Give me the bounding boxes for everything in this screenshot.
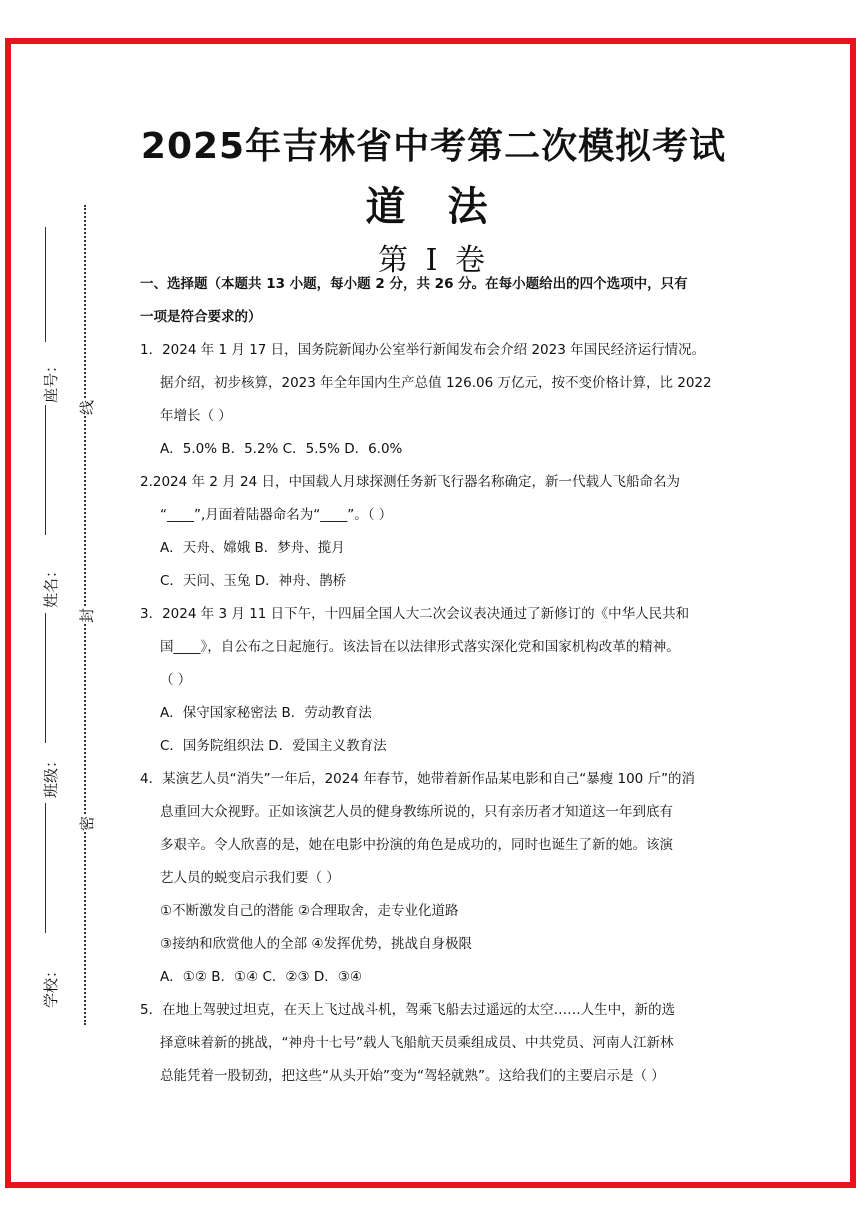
q1-line1: 1．2024 年 1 月 17 日，国务院新闻办公室举行新闻发布会介绍 2023 年国民经济运行情况。 — [140, 342, 706, 358]
exam-title: 2025年吉林省中考第二次模拟考试 — [140, 126, 727, 167]
q1-line2: 据介绍，初步核算，2023 年全年国内生产总值 126.06 万亿元，按不变价格计算，比 2022 — [160, 375, 712, 391]
q4-line3: 多艰辛。令人欣喜的是，她在电影中扮演的角色是成功的，同时也诞生了新的她。该演 — [160, 837, 673, 853]
q4-line4: 艺人员的蜕变启示我们要（ ） — [160, 870, 340, 886]
q4-line2: 息重回大众视野。正如该演艺人员的健身教练所说的，只有亲历者才知道这一年到底有 — [160, 804, 673, 820]
q5-line1: 5．在地上驾驶过坦克，在天上飞过战斗机，驾乘飞船去过遥远的太空……人生中，新的选 — [140, 1002, 676, 1018]
question-content — [140, 268, 740, 1093]
name-label: 姓名： — [42, 562, 61, 609]
q4-options: A．①② B．①④ C．②③ D．③④ — [160, 969, 363, 985]
q3-options-ab: A．保守国家秘密法 B．劳动教育法 — [160, 705, 372, 721]
subject-title: 道 法 — [365, 184, 502, 230]
seat-line — [45, 227, 46, 342]
q3-line1: 3．2024 年 3 月 11 日下午，十四届全国人大二次会议表决通过了新修订的《中华人民共和 — [140, 606, 690, 622]
seat-label: 座号： — [42, 357, 61, 404]
q3-line2: 国____》，自公布之日起施行。该法旨在以法律形式落实深化党和国家机构改革的精神。 — [160, 639, 680, 655]
school-label: 学校： — [42, 962, 61, 1009]
q5-line2: 择意味着新的挑战，“神舟十七号”载人飞船航天员乘组成员、中共党员、河南人江新林 — [160, 1035, 674, 1051]
class-line-top — [45, 613, 46, 743]
binding-word-secret: 密 — [78, 815, 97, 832]
section-heading-line2: 一项是符合要求的） — [140, 309, 262, 325]
class-label: 班级： — [42, 752, 61, 799]
binding-word-line: 线 — [78, 399, 97, 416]
q2-line1: 2.2024 年 2 月 24 日，中国载人月球探测任务新飞行器名称确定，新一代载人飞船命名为 — [140, 474, 680, 490]
q4-line1: 4．某演艺人员“消失”一年后，2024 年春节，她带着新作品某电影和自己“暴瘦 100 斤”的消 — [140, 771, 696, 787]
name-line — [45, 405, 46, 535]
q3-line3: （ ） — [160, 672, 192, 688]
q2-options-ab: A．天舟、嫦娥 B．梦舟、揽月 — [160, 540, 345, 556]
school-line-top — [45, 803, 46, 933]
q4-statements-34: ③接纳和欣赏他人的全部 ④发挥优势，挑战自身极限 — [160, 936, 472, 952]
q4-statements-12: ①不断激发自己的潜能 ②合理取舍，走专业化道路 — [160, 903, 459, 919]
binding-word-seal: 封 — [78, 607, 97, 624]
q2-options-cd: C．天问、玉兔 D．神舟、鹊桥 — [160, 573, 347, 589]
q5-line3: 总能凭着一股韧劲，把这些“从头开始”变为“驾轻就熟”。这给我们的主要启示是（ ） — [160, 1068, 665, 1084]
volume-title: 第 I 卷 — [378, 243, 489, 278]
binding-margin — [30, 205, 110, 1025]
q1-options: A．5.0% B．5.2% C．5.5% D．6.0% — [160, 441, 403, 457]
q1-line3: 年增长（ ） — [160, 408, 232, 424]
q3-options-cd: C．国务院组织法 D．爱国主义教育法 — [160, 738, 387, 754]
section-heading-line1: 一、选择题（本题共 13 小题，每小题 2 分，共 26 分。在每小题给出的四个选项中，只有 — [140, 276, 688, 292]
q2-line2: “____”,月面着陆器命名为“____”。（ ） — [160, 507, 393, 523]
